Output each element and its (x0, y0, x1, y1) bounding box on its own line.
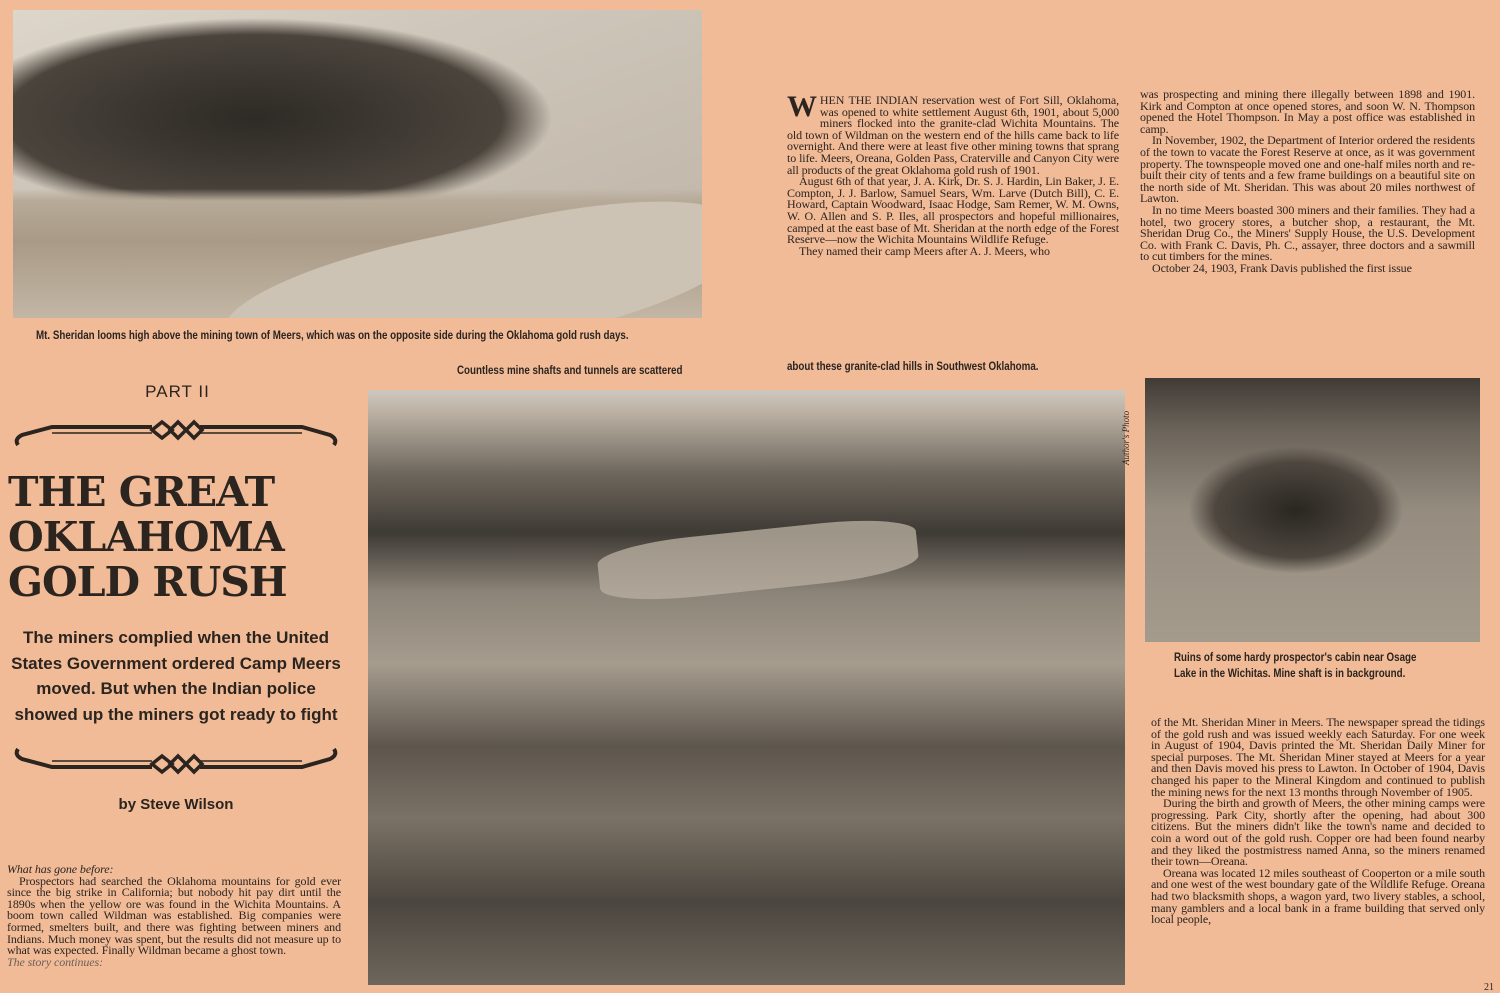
recap-continues: The story continues: (7, 954, 103, 969)
article-deck (0, 625, 352, 727)
deck-line: showed up the miners got ready to fight (14, 704, 338, 724)
paragraph: In no time Meers boasted 300 miners and their families. They had a hotel, two grocery stores, a butcher shop, a restaurant, the Mt. Sheridan Drug Co., the Miners' Supply House, the U.S. Development Co. with Frank C. Davis, Ph. C., assayer, three doctors and a sawmill to cut timbers for the mines. (1140, 202, 1475, 264)
recap-body: Prospectors had searched the Oklahoma mountains for gold ever since the big strike in California; but nobody hit pay dirt until the 1890s when the yellow ore was found in the Wichita Mountains. A boom town called Wildman was established. Big companies were formed, smelters built, and there was fighting between miners and Indians. Much money was spent, but the results did not measure up to what was expected. Finally Wildman became a ghost town. (7, 873, 341, 958)
right-caption-line1: Ruins of some hardy prospector's cabin near Osage (1174, 652, 1417, 664)
deck-line: States Government ordered Camp Meers (11, 653, 341, 673)
title-line-2: OKLAHOMA (8, 513, 284, 561)
ornament-divider-top (12, 417, 340, 449)
paragraph: of the Mt. Sheridan Miner in Meers. The newspaper spread the tidings of the gold rush and was issued weekly each Saturday. For one week in August of 1904, Davis printed the Mt. Sheridan Daily Miner for special purposes. The Mt. Sheridan Miner stayed at Meers for a year and then Davis moved his press to Lawton. In October of 1904, Davis changed his paper to the Mineral Kingdom and continued to publish the mining news for the next 13 months through November of 1905. (1151, 715, 1485, 799)
right-caption-line2: Lake in the Wichitas. Mine shaft is in background. (1174, 668, 1406, 680)
article-column-3 (1151, 717, 1485, 926)
paragraph: In November, 1902, the Department of Interior ordered the residents of the town to vacate the Forest Reserve at once, as it was government property. The townspeople moved one and one-half miles north and re-built their city of tents and a few frame buildings on a beautiful site on the north side of Mt. Sheridan. This was about 20 miles northwest of Lawton. (1140, 133, 1475, 206)
deck-line: The miners complied when the United (22, 628, 330, 647)
paragraph: They named their camp Meers after A. J. Meers, who (799, 243, 1050, 258)
photo-credit: Author's Photo (1121, 410, 1131, 465)
ornament-divider-bottom (12, 745, 340, 777)
part-label: PART II (145, 382, 210, 401)
granite-hills-photo (368, 390, 1125, 985)
mt-sheridan-photo (13, 10, 702, 318)
cabin-ruins-photo (1145, 378, 1480, 642)
paragraph: HEN THE INDIAN reservation west of Fort Sill, Oklahoma, was opened to white settlement August 6th, 1901, about 5,000 miners flocked into the granite-clad Wichita Mountains. The old town of Wildman on the western end of the hills came back to life overnight. And there were at least five other mining towns that sprang to life. Meers, Oreana, Golden Pass, Craterville and Canyon City were all products of the great Oklahoma gold rush of 1901. (787, 93, 1119, 177)
paragraph: Oreana was located 12 miles southeast of Cooperton or a mile south and one west of the west boundary gate of the Wildlife Refuge. Oreana had two blacksmith shops, a wagon yard, two livery stables, a school, many gamblers and a local bank in a frame building that served only local people, (1151, 865, 1485, 927)
drop-cap: W (787, 90, 817, 123)
paragraph: August 6th of that year, J. A. Kirk, Dr. S. J. Hardin, Lin Baker, J. E. Compton, J. J. Barlow, Samuel Sears, Wm. Larve (Dutch Bill), C. E. Howard, Captain Woodward, Isaac Hodge, Sam Remer, W. M. Owns, W. O. Allen and S. P. Iles, all prospectors and hopeful millionaires, camped at the east base of Mt. Sheridan at the north edge of the Forest Reserve—now the Wichita Mountains Wildlife Refuge. (787, 174, 1119, 247)
byline: by Steve Wilson (118, 796, 234, 813)
top-photo-caption: Mt. Sheridan looms high above the mining town of Meers, which was on the opposite side during the Oklahoma gold rush days. (36, 330, 629, 342)
article-title (8, 470, 353, 605)
page-number: 21 (1484, 982, 1494, 993)
recap-heading: What has gone before: (7, 862, 114, 876)
title-line-3: GOLD RUSH (8, 558, 287, 606)
recap-box (7, 864, 341, 968)
deck-line: moved. But when the Indian police (36, 679, 316, 698)
title-line-1: THE GREAT (8, 468, 275, 516)
middle-caption-left: Countless mine shafts and tunnels are scattered (457, 365, 683, 377)
paragraph: October 24, 1903, Frank Davis published the first issue (1152, 260, 1412, 275)
middle-caption-right: about these granite-clad hills in Southwest Oklahoma. (787, 361, 1039, 373)
article-column-1 (787, 90, 1119, 258)
paragraph: During the birth and growth of Meers, the other mining camps were progressing. Park City, shortly after the opening, had about 300 citizens. But the miners didn't like the town's name and decided to coin a word out of the gold rush. Copper ore had been found nearby and they liked the postmistress named Anna, so the miners renamed their town—Oreana. (1151, 796, 1485, 869)
article-column-2 (1140, 89, 1475, 275)
paragraph: was prospecting and mining there illegally between 1898 and 1901. Kirk and Compton at once opened stores, and soon W. N. Thompson opened the Hotel Thompson. In May a post office was established in camp. (1140, 87, 1475, 136)
